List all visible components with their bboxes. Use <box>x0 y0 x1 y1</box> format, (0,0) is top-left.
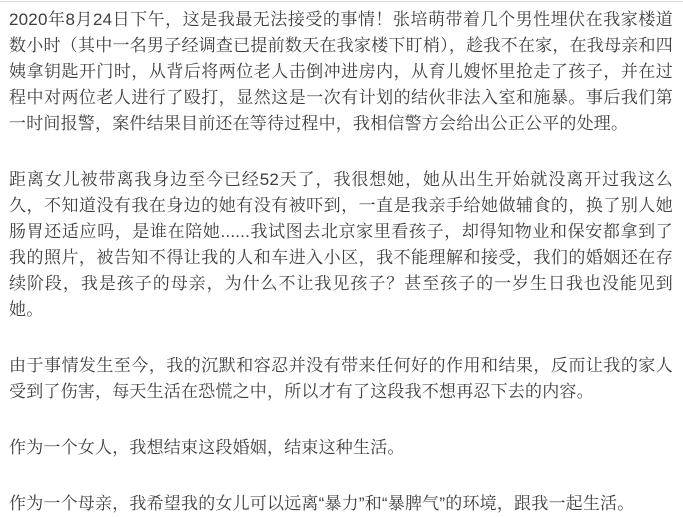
paragraph-as-mother: 作为一个母亲，我希望我的女儿可以远离“暴力”和“暴脾气”的环境，跟我一起生活。 <box>9 494 635 513</box>
paragraph-silence: 由于事情发生至今，我的沉默和容忍并没有带来任何好的作用和结果，反而让我的家人受到了伤害，每天生活在恐慌之中，所以才有了这段我不想再忍下去的内容。 <box>9 356 673 401</box>
paragraph-as-woman: 作为一个女人，我想结束这段婚姻，结束这种生活。 <box>9 438 405 457</box>
paragraph-incident: 2020年8月24日下午，这是我最无法接受的事情！张培萌带着几个男性埋伏在我家楼道数小时（其中一名男子经调查已提前数天在我家楼下盯梢），趁我不在家，在我母亲和四姨拿钥匙开门时，从背后将两位老人击倒冲进房内，从育儿嫂怀里抢走了孩子，并在过程中对两位老人进行了殴打，显然这是一次有计划的结伙非法入室和施暴。事后我们第一时间报警，案件结果目前还在等待过程中，我相信警方会给出公正公平的处理。 <box>9 10 673 133</box>
paragraph-separation: 距离女儿被带离我身边至今已经52天了，我很想她，她从出生开始就没离开过我这么久，不知道没有我在身边的她有没有被吓到，一直是我亲手给她做辅食的，换了别人她肠胃还适应吗，是谁在陪她......我试图去北京家里看孩子，却得知物业和保安都拿到了我的照片，被告知不得让我的人和车进入小区，我不能理解和接受，我们的婚姻还在存续阶段，我是孩子的母亲，为什么不让我见孩子？甚至孩子的一岁生日我也没能见到她。 <box>9 170 673 319</box>
top-divider <box>0 1 683 2</box>
